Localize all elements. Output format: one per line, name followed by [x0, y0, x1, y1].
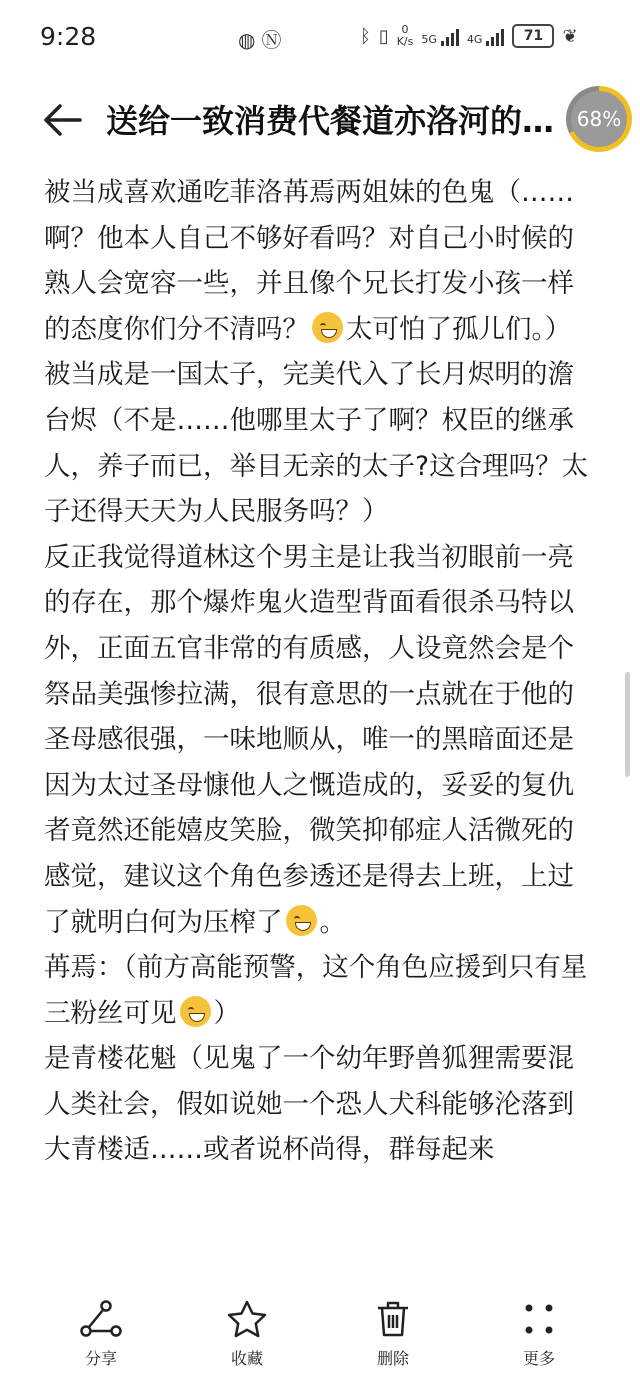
paragraph-3-text: 反正我觉得道林这个男主是让我当初眼前一亮的存在，那个爆炸鬼火造型背面看很杀马特以外，正面五官非常的有质感，人设竟然会是个祭品美强惨拉满，很有意思的一点就在于他的圣母感很强，一味地顺从，唯一的黑暗面还是因为太过圣母慷他人之慨造成的，妥妥的复仇者竟然还能嬉皮笑脸，微笑抑郁症人活微死的感觉，建议这个角色参透还是得去上班，上过了就明白何为压榨了	[44, 541, 574, 938]
favorite-label: 收藏	[230, 1349, 263, 1368]
paragraph-4-text: 苒焉：（前方高能预警，这个角色应援到只有星三粉丝可见	[44, 952, 588, 1029]
battery-indicator: 71	[512, 24, 554, 48]
header	[0, 80, 640, 160]
paragraph-3	[44, 535, 592, 945]
paragraph-4	[44, 945, 592, 1036]
delete-label: 删除	[376, 1349, 409, 1368]
more-dots-icon	[521, 1300, 557, 1338]
signal-4g-label: 4G	[466, 33, 483, 46]
paragraph-5: 是青楼花魁（见鬼了一个幼年野兽狐狸需要混人类社会，假如说她一个恐人犬科能够沦落到大青楼适……或者说杯尚得，群每起来	[44, 1043, 574, 1166]
paragraph-3-tail: 。	[319, 906, 346, 938]
grin-sweat-emoji-icon	[180, 996, 211, 1027]
trash-icon	[375, 1300, 411, 1338]
more-button[interactable]	[489, 1300, 589, 1369]
leaf-icon: ❦	[562, 25, 578, 47]
share-label: 分享	[84, 1349, 117, 1368]
paragraph-4-tail: ）	[213, 997, 240, 1029]
signal-5g-icon	[421, 26, 459, 46]
favorite-button[interactable]	[197, 1300, 297, 1369]
tears-of-joy-emoji-icon	[286, 905, 317, 936]
more-label: 更多	[522, 1349, 555, 1368]
signal-4g-icon	[467, 26, 505, 46]
page-title: 送给一致消费代餐道亦洛河的…	[106, 102, 555, 140]
bluetooth-icon: ᛒ	[360, 25, 371, 47]
paragraph-1	[44, 170, 592, 352]
share-button[interactable]	[51, 1300, 151, 1369]
n-icon: Ⓝ	[261, 28, 288, 52]
status-left-icons	[238, 24, 287, 53]
vibrate-icon: ▯	[378, 25, 389, 47]
paragraph-1-tail: 太可怕了孤儿们。）	[346, 313, 572, 345]
net-speed	[397, 24, 414, 48]
delete-button[interactable]	[343, 1300, 443, 1369]
scrollbar[interactable]	[625, 672, 630, 777]
paragraph-2: 被当成是一国太子，完美代入了长月烬明的澹台烬（不是……他哪里太子了啊？权臣的继承人，养子而已，举目无亲的太子?这合理吗？太子还得天天为人民服务吗？）	[44, 359, 589, 528]
status-right-icons	[360, 22, 578, 50]
star-icon	[227, 1300, 267, 1338]
net-speed-value: 0	[401, 23, 409, 36]
signal-5g-label: 5G	[421, 33, 437, 46]
reading-progress-badge	[566, 86, 632, 152]
net-speed-unit: K/s	[396, 35, 414, 48]
paragraph-1-text: 被当成喜欢通吃菲洛苒焉两姐妹的色鬼（……啊？他本人自己不够好看吗？对自己小时候的熟人会宽容一些，并且像个兄长打发小孩一样的态度你们分不清吗？	[44, 177, 574, 345]
back-button[interactable]	[40, 98, 84, 142]
article-content[interactable]	[44, 170, 592, 1280]
reading-progress-value: 68%	[571, 91, 627, 147]
status-bar	[0, 0, 640, 70]
share-icon	[80, 1300, 122, 1338]
arrow-left-icon	[40, 98, 84, 142]
grin-sweat-emoji-icon	[312, 312, 343, 343]
nfc-badge-icon: ◍	[238, 28, 262, 52]
bottom-action-bar	[0, 1282, 640, 1387]
status-time: 9:28	[40, 22, 97, 51]
